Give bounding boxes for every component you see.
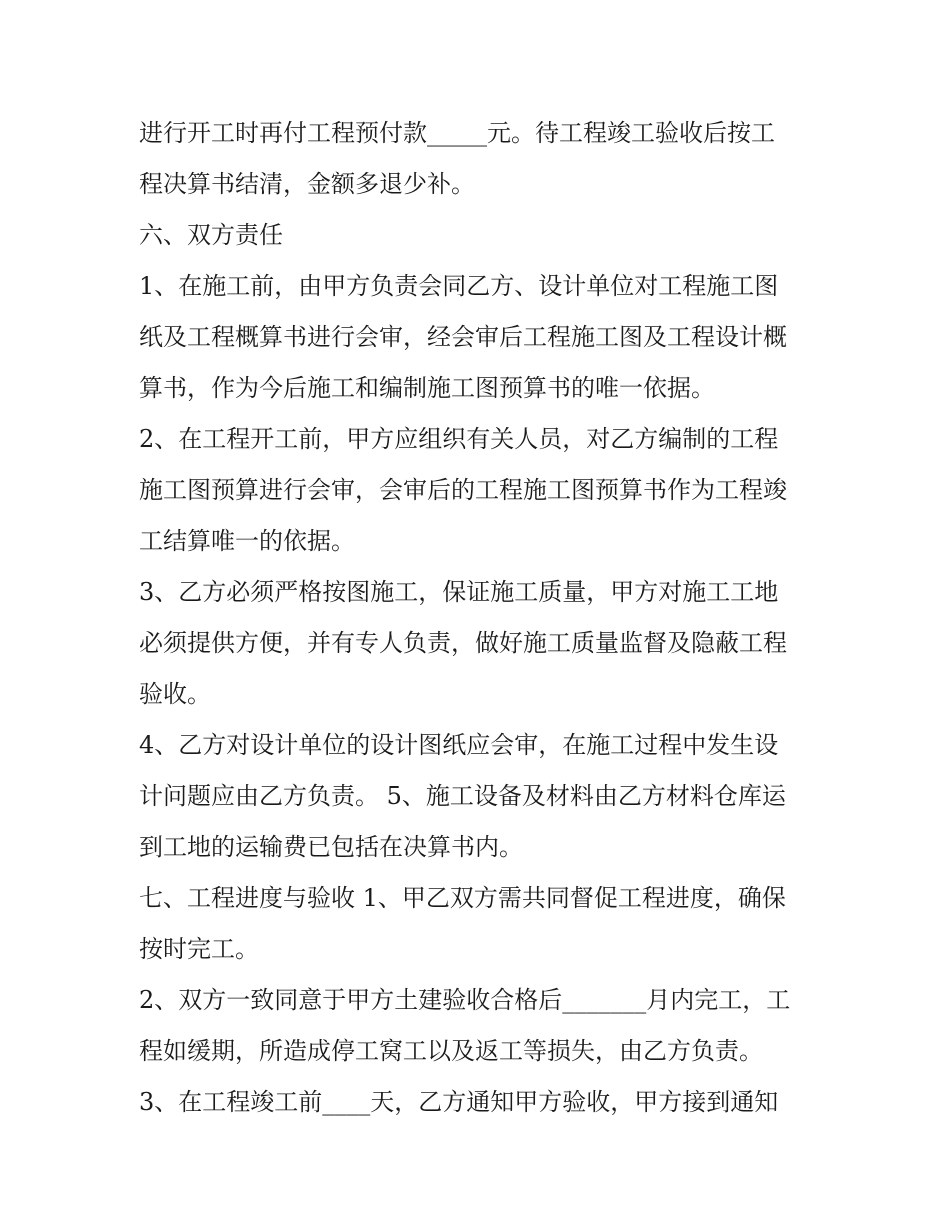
text-line: 按时完工。 [139, 935, 259, 963]
text-line: 3、在工程竣工前____天，乙方通知甲方验收，甲方接到通知 [139, 1088, 779, 1116]
text-line: 程如缓期，所造成停工窝工以及返工等损失，由乙方负责。 [139, 1037, 763, 1065]
text-line: 验收。 [139, 680, 211, 708]
contract-text [139, 108, 819, 1128]
text-line: 2、双方一致同意于甲方土建验收合格后_______月内完工，工 [139, 986, 791, 1014]
section-heading: 六、双方责任 [139, 221, 283, 249]
text-line: 1、在施工前，由甲方负责会同乙方、设计单位对工程施工图 [139, 272, 779, 300]
section-heading: 七、工程进度与验收 1、甲乙双方需共同督促工程进度，确保 [139, 884, 786, 912]
text-line: 必须提供方便，并有专人负责，做好施工质量监督及隐蔽工程 [139, 629, 787, 657]
text-line: 2、在工程开工前，甲方应组织有关人员，对乙方编制的工程 [139, 425, 779, 453]
text-line: 进行开工时再付工程预付款_____元。待工程竣工验收后按工 [139, 119, 775, 147]
text-line: 工结算唯一的依据。 [139, 527, 355, 555]
text-line: 程决算书结清，金额多退少补。 [139, 170, 475, 198]
text-line: 算书，作为今后施工和编制施工图预算书的唯一依据。 [139, 374, 715, 402]
text-line: 3、乙方必须严格按图施工，保证施工质量，甲方对施工工地 [139, 578, 779, 606]
text-line: 纸及工程概算书进行会审，经会审后工程施工图及工程设计概 [139, 323, 787, 351]
text-line: 施工图预算进行会审，会审后的工程施工图预算书作为工程竣 [139, 476, 787, 504]
text-line: 4、乙方对设计单位的设计图纸应会审，在施工过程中发生设 [139, 731, 779, 759]
text-line: 计问题应由乙方负责。 5、施工设备及材料由乙方材料仓库运 [139, 782, 786, 810]
text-line: 到工地的运输费已包括在决算书内。 [139, 833, 523, 861]
